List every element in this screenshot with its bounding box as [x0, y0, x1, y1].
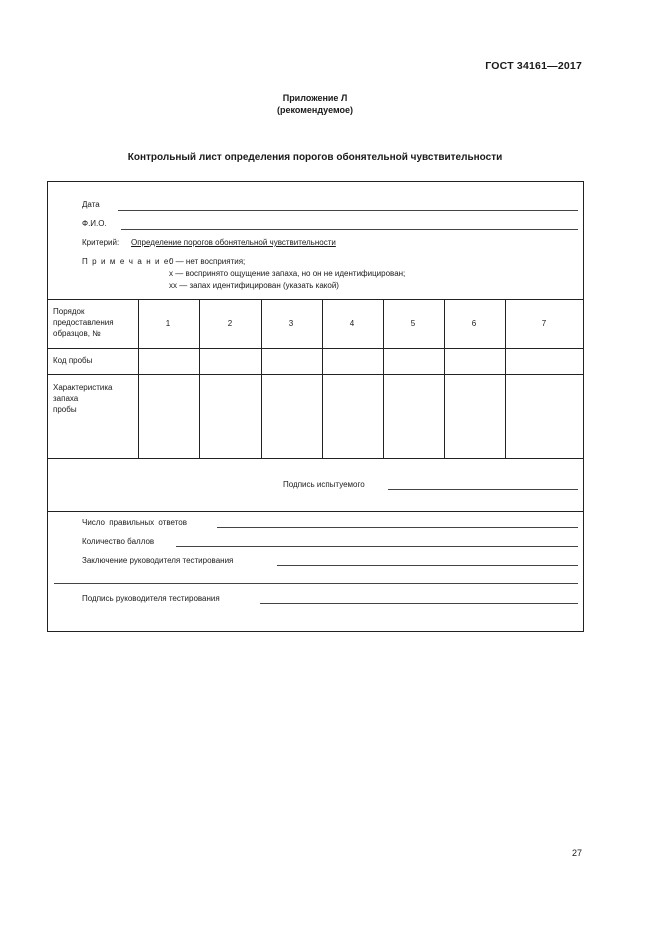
column-number-2: 2 — [227, 319, 233, 328]
column-number-4: 4 — [349, 319, 355, 328]
characteristic-label-line-1: запаха — [53, 394, 79, 403]
note-line-0: 0 — нет восприятия; — [169, 257, 246, 266]
name-label: Ф.И.О. — [82, 219, 107, 228]
criterion-label: Критерий: — [82, 238, 120, 247]
head-signature-line — [260, 603, 578, 604]
characteristic-label-line-2: пробы — [53, 405, 77, 414]
standard-number: ГОСТ 34161—2017 — [485, 60, 582, 72]
subject-signature-line — [388, 489, 578, 490]
correct-answers-label: Число правильных ответов — [82, 518, 187, 527]
column-number-3: 3 — [288, 319, 294, 328]
table-bottom-border — [47, 458, 584, 459]
section-divider — [47, 511, 584, 512]
column-number-7: 7 — [541, 319, 547, 328]
points-label: Количество баллов — [82, 537, 155, 546]
page-number: 27 — [571, 848, 582, 858]
table-column-divider — [505, 299, 506, 458]
appendix-title: Приложение Л — [282, 93, 348, 103]
table-column-divider — [261, 299, 262, 458]
name-field-line — [121, 229, 578, 230]
appendix-status: (рекомендуемое) — [277, 105, 353, 115]
note-line-2: xx — запах идентифицирован (указать какой) — [169, 281, 339, 290]
table-column-divider — [138, 299, 139, 458]
head-signature-label: Подпись руководителя тестирования — [82, 594, 220, 603]
sample-code-label: Код пробы — [53, 356, 93, 365]
column-number-6: 6 — [471, 319, 477, 328]
date-field-line — [118, 210, 578, 211]
note-label: П р и м е ч а н и е: — [82, 257, 173, 266]
table-column-divider — [383, 299, 384, 458]
note-line-1: x — воспринято ощущение запаха, но он не идентифицирован; — [169, 269, 406, 278]
conclusion-line-continued — [54, 583, 578, 584]
column-number-1: 1 — [165, 319, 171, 328]
table-row-divider — [47, 374, 584, 375]
table-row-divider — [47, 348, 584, 349]
conclusion-line — [277, 565, 578, 566]
document-title: Контрольный лист определения порогов обонятельной чувствительности — [127, 152, 503, 163]
date-label: Дата — [82, 200, 100, 209]
order-label-line-1: предоставления — [53, 318, 114, 327]
characteristic-label-line-0: Характеристика — [53, 383, 113, 392]
order-label-line-2: образцов, № — [53, 329, 101, 338]
correct-answers-line — [217, 527, 578, 528]
conclusion-label: Заключение руководителя тестирования — [82, 556, 234, 565]
column-number-5: 5 — [410, 319, 416, 328]
points-line — [176, 546, 578, 547]
table-column-divider — [322, 299, 323, 458]
table-top-border — [47, 299, 584, 300]
table-column-divider — [199, 299, 200, 458]
table-column-divider — [444, 299, 445, 458]
subject-signature-label: Подпись испытуемого — [283, 480, 365, 489]
criterion-value: Определение порогов обонятельной чувствительности — [131, 238, 336, 247]
order-label-line-0: Порядок — [53, 307, 85, 316]
